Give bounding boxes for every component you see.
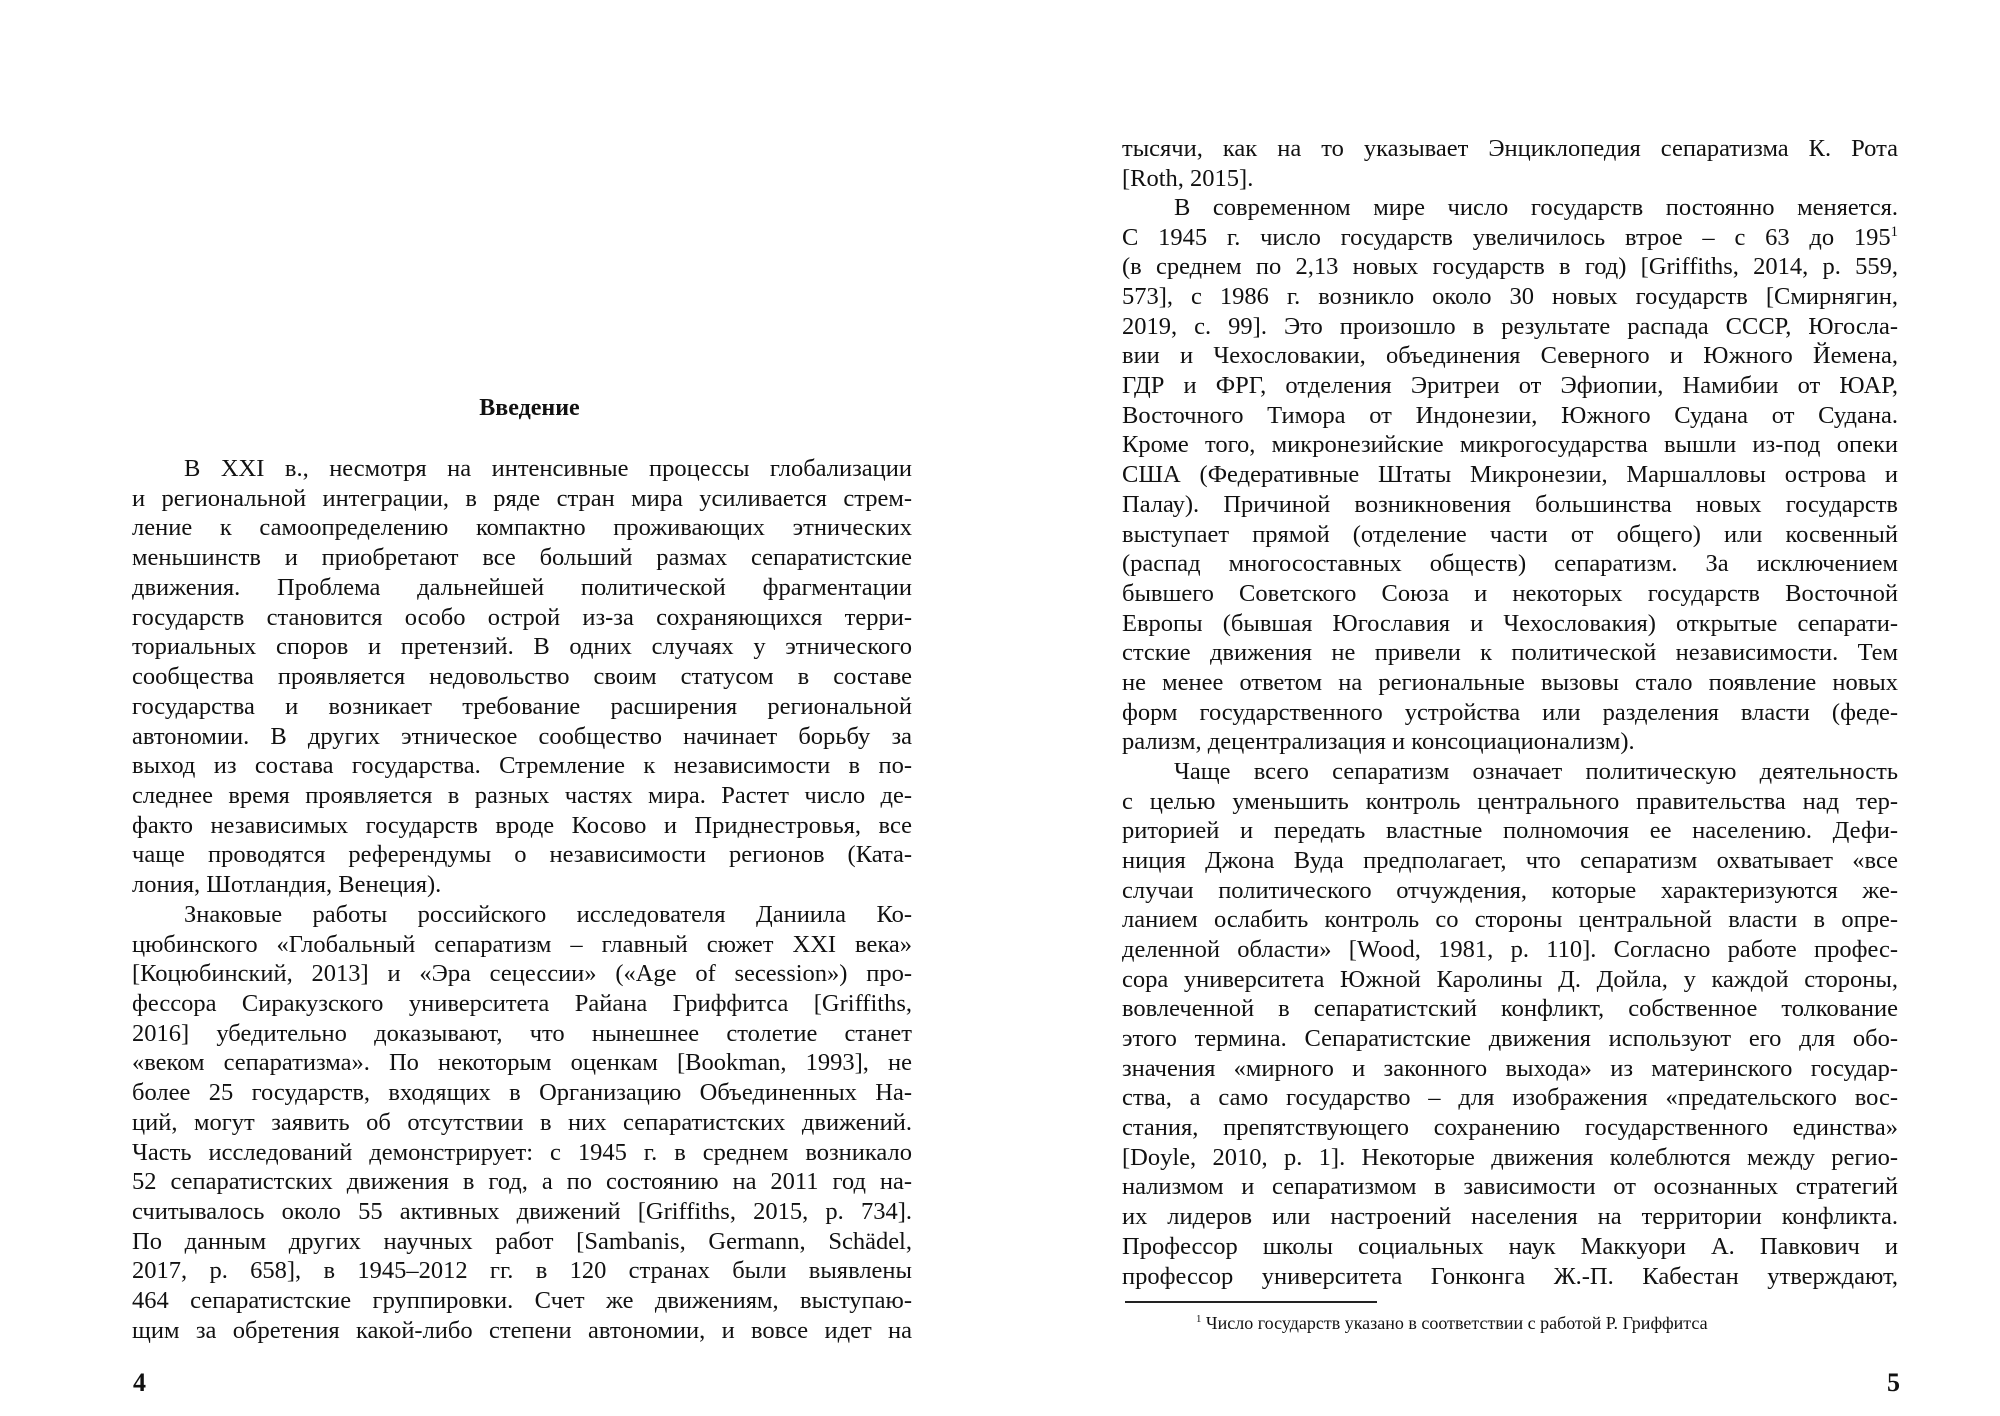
text-line: и региональной интеграции, в ряде стран мира усиливается стрем-	[132, 484, 912, 512]
text-line: щим за обретения какой-либо степени автономии, и вовсе идет на	[132, 1316, 912, 1344]
text-line: С 1945 г. число государств увеличилось втрое – с 63 до $195^1$	[1122, 223, 1898, 251]
text-line: не менее ответом на региональные вызовы стало появление новых	[1122, 668, 1898, 696]
text-line: стские движения не привели к политической независимости. Тем	[1122, 639, 1898, 667]
text-line: нализмом и сепаратизмом в зависимости от осознанных стратегий	[1122, 1173, 1898, 1201]
text-line: вовлеченной в сепаратистский конфликт, собственное толкование	[1122, 995, 1898, 1023]
text-line: государств становится особо острой из-за сохраняющихся терри-	[132, 603, 912, 631]
text-line: цюбинского «Глобальный сепаратизм – главный сюжет XXI века»	[132, 930, 912, 958]
text-line: автономии. В других этническое сообщество начинает борьбу за	[132, 722, 912, 750]
text-line: 2016] убедительно доказывают, что нынешнее столетие станет	[132, 1019, 912, 1047]
text-line: Кроме того, микронезийские микрогосударства вышли из-под опеки	[1122, 431, 1898, 459]
text-line: По данным других научных работ [Sambanis, Germann, Schädel,	[132, 1227, 912, 1255]
footnote-number: 1	[1196, 1313, 1202, 1325]
footnote	[1196, 1311, 1896, 1335]
text-line: форм государственного устройства или разделения власти (феде-	[1122, 698, 1898, 726]
text-line: меньшинств и приобретают все больший размах сепаратистские	[132, 544, 912, 572]
text-line: фессора Сиракузского университета Райана Гриффитса [Griffiths,	[132, 990, 912, 1017]
text-line: В XXI в., несмотря на интенсивные процессы глобализации	[184, 455, 912, 482]
footnote-divider	[1125, 1301, 1377, 1303]
text-line: 52 сепаратистских движения в год, а по состоянию на 2011 год на-	[132, 1168, 912, 1196]
text-line: (распад многосоставных обществ) сепаратизм. За исключением	[1122, 550, 1898, 578]
text-line: тысячи, как на то указывает Энциклопедия сепаратизма К. Рота	[1122, 135, 1898, 162]
text-line: факто независимых государств вроде Косово и Приднестровья, все	[132, 811, 912, 839]
text-line: ниция Джона Вуда предполагает, что сепаратизм охватывает «все	[1122, 847, 1898, 874]
section-heading: Введение	[479, 395, 580, 421]
text-line: 2017, p. 658], в 1945–2012 гг. в 120 странах были выявлены	[132, 1257, 912, 1285]
text-line: этого термина. Сепаратистские движения используют его для обо-	[1122, 1025, 1898, 1052]
text-line: Знаковые работы российского исследователя Даниила Ко-	[184, 900, 912, 928]
text-line: их лидеров или настроений населения на территории конфликта.	[1122, 1203, 1898, 1231]
footnote-ref-marker: 1	[1890, 223, 1898, 240]
text-line: Часть исследований демонстрирует: с 1945 г. в среднем возникало	[132, 1138, 912, 1166]
text-line: деленной области» [Wood, 1981, p. 110]. Согласно работе профес-	[1122, 936, 1898, 963]
page-number-left: 4	[133, 1368, 146, 1397]
text-line: 2019, с. 99]. Это произошло в результате распада СССР, Югосла-	[1122, 312, 1898, 340]
text-line: выступает прямой (отделение части от общего) или косвенный	[1122, 520, 1898, 548]
text-line: Чаще всего сепаратизм означает политическую деятельность	[1174, 757, 1898, 785]
text-line: США (Федеративные Штаты Микронезии, Маршалловы острова и	[1122, 461, 1898, 489]
text-line: чаще проводятся референдумы о независимости регионов (Ката-	[132, 841, 912, 869]
text-line: Восточного Тимора от Индонезии, Южного Судана от Судана.	[1122, 401, 1898, 429]
text-line: рализм, децентрализация и консоциационализм).	[1122, 728, 1635, 756]
text-line: В современном мире число государств постоянно меняется.	[1174, 194, 1898, 221]
text-line: Палау). Причиной возникновения большинства новых государств	[1122, 490, 1898, 518]
text-line: следнее время проявляется в разных частях мира. Растет число де-	[132, 781, 912, 809]
text-line: вии и Чехословакии, объединения Северного и Южного Йемена,	[1122, 342, 1898, 370]
text-line: более 25 государств, входящих в Организацию Объединенных На-	[132, 1079, 912, 1107]
text-line: значения «мирного и законного выхода» из материнского государ-	[1122, 1054, 1898, 1082]
text-line: «веком сепаратизма». По некоторым оценкам [Bookman, 1993], не	[132, 1049, 912, 1077]
text-line: (в среднем по 2,13 новых государств в год) [Griffiths, 2014, p. 559,	[1122, 253, 1898, 281]
text-line: с целью уменьшить контроль центрального правительства над тер-	[1122, 787, 1898, 815]
text-line: ториальных споров и претензий. В одних случаях у этнического	[132, 633, 912, 661]
text-line: государства и возникает требование расширения региональной	[132, 692, 912, 720]
text-line: [Roth, 2015].	[1122, 165, 1254, 192]
text-line: ства, а само государство – для изображения «предательского вос-	[1122, 1084, 1898, 1112]
text-line: стания, препятствующего сохранению государственного единства»	[1122, 1114, 1898, 1142]
text-line: Европы (бывшая Югославия и Чехословакия) открытые сепарати-	[1122, 609, 1898, 637]
text-line: Профессор школы социальных наук Маккуори А. Павкович и	[1122, 1232, 1898, 1260]
text-line: 573], с 1986 г. возникло около 30 новых государств [Смирнягин,	[1122, 283, 1898, 310]
text-line: случаи политического отчуждения, которые характеризуются же-	[1122, 876, 1898, 904]
text-line: бывшего Советского Союза и некоторых государств Восточной	[1122, 579, 1898, 607]
text-line: считывалось около 55 активных движений [Griffiths, 2015, p. 734].	[132, 1198, 912, 1225]
text-line: выход из состава государства. Стремление к независимости в по-	[132, 752, 912, 780]
text-line: [Коцюбинский, 2013] и «Эра сецессии» («Age of secession») про-	[132, 960, 912, 988]
text-line: сора университета Южной Каролины Д. Дойла, у каждой стороны,	[1122, 965, 1898, 993]
text-line: риторией и передать властные полномочия ее населению. Дефи-	[1122, 817, 1898, 845]
text-line: ланием ослабить контроль со стороны центральной власти в опре-	[1122, 906, 1898, 934]
text-line: ций, могут заявить об отсутствии в них сепаратистских движений.	[132, 1108, 912, 1136]
right-page	[1000, 0, 2000, 1416]
text-line: движения. Проблема дальнейшей политической фрагментации	[132, 573, 912, 601]
page-number-right: 5	[1887, 1368, 1900, 1397]
text-line: профессор университета Гонконга Ж.-П. Кабестан утверждают,	[1122, 1262, 1898, 1290]
text-line: сообщества проявляется недовольство своим статусом в составе	[132, 663, 912, 690]
text-line: 464 сепаратистские группировки. Счет же движениям, выступаю-	[132, 1287, 912, 1315]
text-line: [Doyle, 2010, p. 1]. Некоторые движения колеблются между регио-	[1122, 1143, 1898, 1171]
footnote-text: Число государств указано в соответствии с работой Р. Гриффитса	[1205, 1313, 1708, 1333]
text-line: ГДР и ФРГ, отделения Эритреи от Эфиопии, Намибии от ЮАР,	[1122, 372, 1898, 400]
text-line: ление к самоопределению компактно проживающих этнических	[132, 514, 912, 542]
text-line: лония, Шотландия, Венеция).	[132, 871, 442, 899]
